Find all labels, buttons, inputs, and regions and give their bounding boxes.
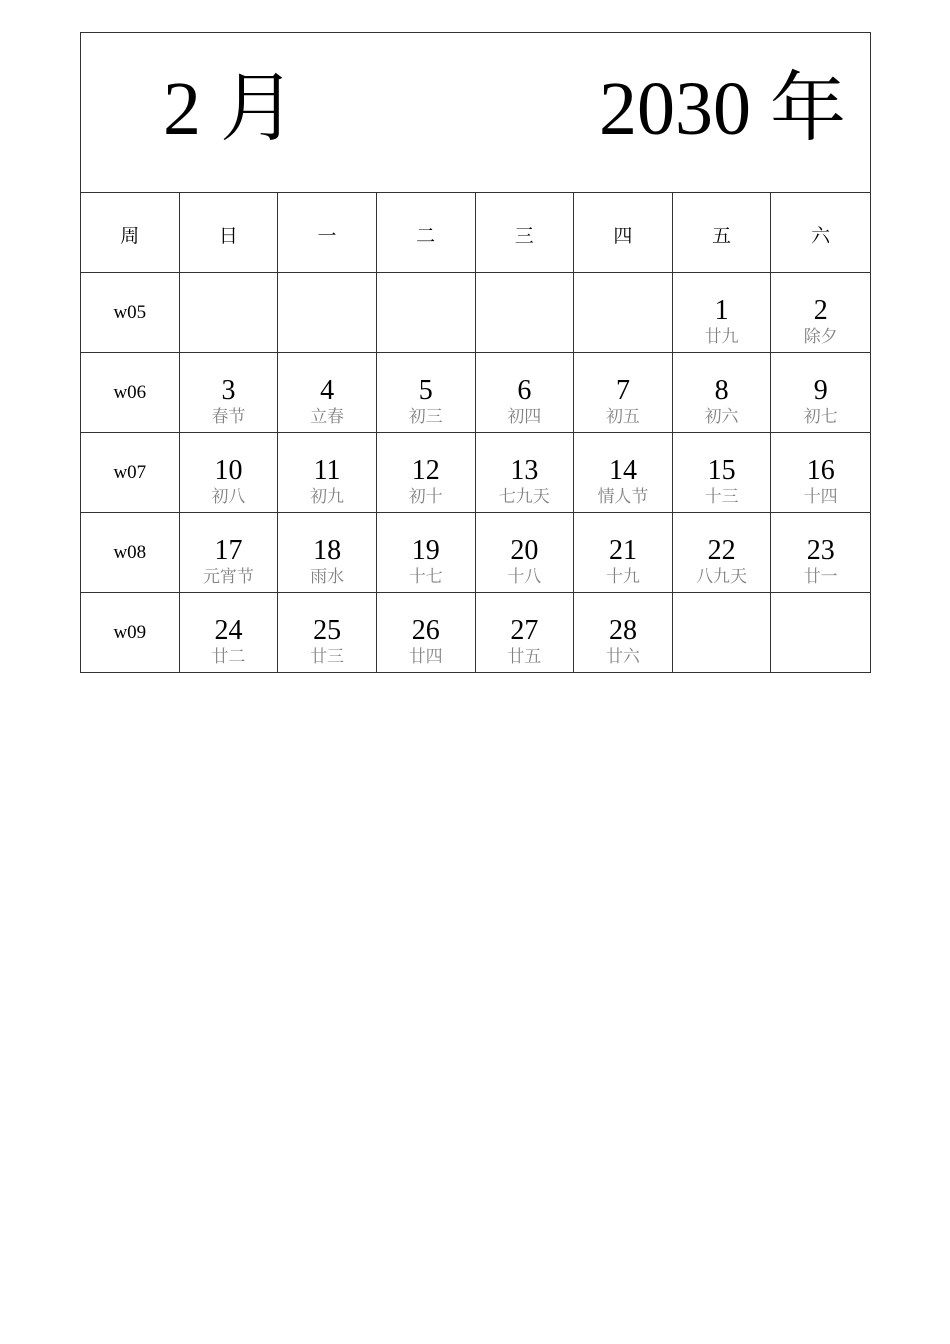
lunar-date: 十七 [408,567,443,587]
week-number-cell [81,433,180,513]
lunar-date: 十三 [704,487,739,507]
day-number: 15 [707,455,736,486]
empty-day-cell [180,273,279,353]
empty-day-cell [476,273,575,353]
day-number: 21 [608,535,637,566]
lunar-date: 元宵节 [202,567,254,587]
lunar-date: 八九天 [696,567,748,587]
week-number-cell [81,593,180,672]
day-cell [476,513,575,593]
month-title: 2 月 [163,67,296,151]
weekday-header-thu [574,193,673,273]
lunar-date: 十四 [803,487,838,507]
weekday-header-week [81,193,180,273]
day-number: 19 [411,535,440,566]
day-number: 22 [707,535,736,566]
day-cell [673,513,772,593]
day-number: 18 [313,535,342,566]
empty-day-cell [673,593,772,672]
day-cell [278,353,377,433]
day-cell [574,513,673,593]
calendar [80,32,871,673]
day-number: 9 [813,375,828,406]
week-number: w05 [113,302,147,323]
day-cell [574,433,673,513]
week-number-cell [81,353,180,433]
day-cell [476,353,575,433]
lunar-date: 初六 [704,407,739,427]
day-number: 6 [517,375,532,406]
week-number: w09 [113,622,147,643]
lunar-date: 七九天 [498,487,550,507]
weekday-header-mon [278,193,377,273]
weekday-label: 周 [120,225,140,247]
weekday-label: 五 [712,225,732,247]
lunar-date: 廿一 [803,567,838,587]
weekday-label: 四 [613,225,633,247]
day-number: 5 [418,375,433,406]
day-cell [574,593,673,672]
day-cell [180,353,279,433]
day-number: 13 [510,455,539,486]
week-number-cell [81,273,180,353]
lunar-date: 廿四 [408,647,443,667]
week-number: w07 [113,462,147,483]
day-number: 12 [411,455,440,486]
day-number: 10 [214,455,243,486]
weekday-label: 日 [218,225,238,247]
day-number: 28 [608,615,637,646]
day-cell [476,433,575,513]
lunar-date: 立春 [310,407,345,427]
day-number: 7 [615,375,630,406]
lunar-date: 初十 [408,487,443,507]
day-number: 14 [608,455,637,486]
lunar-date: 十八 [507,567,542,587]
day-cell [673,433,772,513]
lunar-date: 廿六 [605,647,640,667]
lunar-date: 春节 [211,407,246,427]
day-number: 1 [714,295,729,326]
day-cell [574,353,673,433]
day-cell [278,593,377,672]
year-title: 2030 年 [599,67,846,151]
calendar-header [81,33,870,193]
lunar-date: 初五 [605,407,640,427]
day-number: 3 [221,375,236,406]
lunar-date: 廿五 [507,647,542,667]
empty-day-cell [278,273,377,353]
empty-day-cell [574,273,673,353]
day-cell [673,353,772,433]
weekday-header-wed [476,193,575,273]
lunar-date: 初三 [408,407,443,427]
day-number: 2 [813,295,828,326]
day-cell [180,433,279,513]
empty-day-cell [771,593,870,672]
week-number: w06 [113,382,147,403]
day-cell [771,273,870,353]
day-number: 16 [806,455,835,486]
day-number: 4 [320,375,335,406]
lunar-date: 初四 [507,407,542,427]
week-number-cell [81,513,180,593]
day-cell [180,513,279,593]
weekday-label: 一 [317,225,337,247]
lunar-date: 初八 [211,487,246,507]
weekday-header-sat [771,193,870,273]
day-number: 25 [313,615,342,646]
day-number: 17 [214,535,243,566]
lunar-date: 廿九 [704,327,739,347]
day-cell [476,593,575,672]
lunar-date: 除夕 [803,327,838,347]
day-cell [278,433,377,513]
day-number: 8 [714,375,729,406]
lunar-date: 初七 [803,407,838,427]
week-number: w08 [113,542,147,563]
day-cell [278,513,377,593]
day-cell [377,433,476,513]
day-cell [771,353,870,433]
lunar-date: 十九 [605,567,640,587]
day-number: 23 [806,535,835,566]
weekday-label: 六 [811,225,831,247]
weekday-header-tue [377,193,476,273]
lunar-date: 廿三 [310,647,345,667]
day-cell [771,513,870,593]
weekday-label: 二 [416,225,436,247]
lunar-date: 廿二 [211,647,246,667]
day-number: 20 [510,535,539,566]
day-number: 26 [411,615,440,646]
day-number: 24 [214,615,243,646]
day-cell [771,433,870,513]
day-number: 11 [313,455,341,486]
weekday-header-sun [180,193,279,273]
day-cell [377,593,476,672]
day-cell [180,593,279,672]
lunar-date: 情人节 [597,487,649,507]
empty-day-cell [377,273,476,353]
weekday-header-fri [673,193,772,273]
calendar-grid [81,193,870,672]
lunar-date: 雨水 [310,567,345,587]
lunar-date: 初九 [310,487,345,507]
day-number: 27 [510,615,539,646]
day-cell [673,273,772,353]
day-cell [377,353,476,433]
weekday-label: 三 [514,225,534,247]
day-cell [377,513,476,593]
